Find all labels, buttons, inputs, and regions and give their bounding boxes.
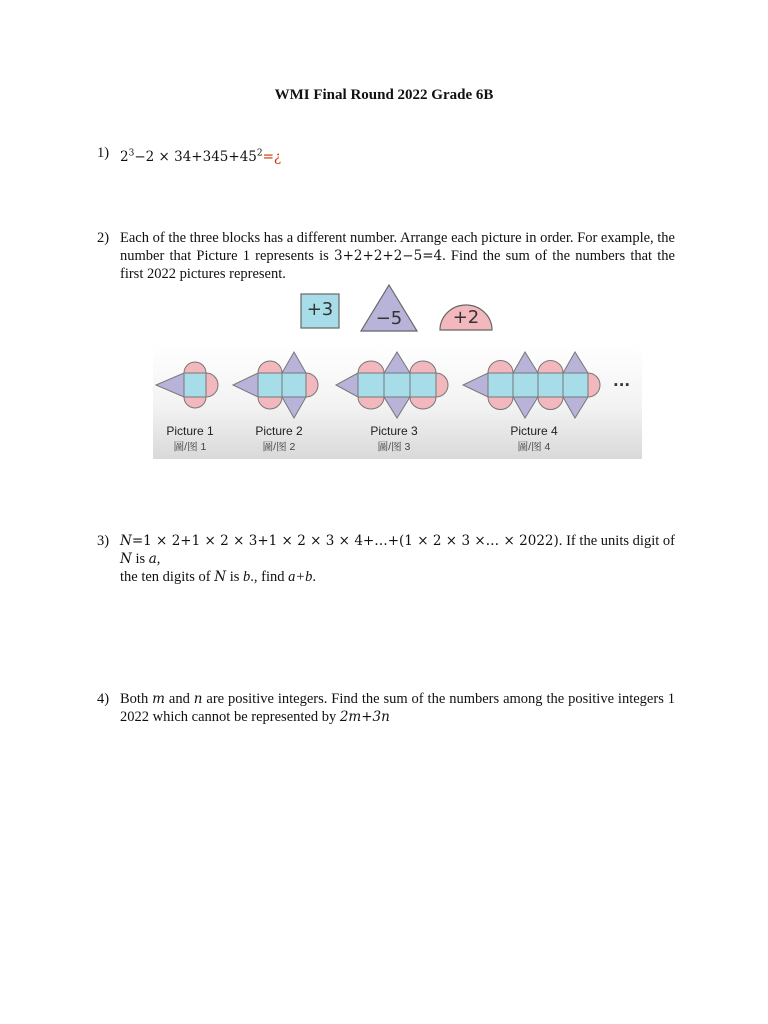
question-number: 4)	[97, 691, 110, 707]
picture-4-shape	[463, 352, 600, 418]
question-text: ,	[156, 551, 161, 567]
picture-2-caption	[234, 424, 324, 454]
question-2	[97, 229, 675, 283]
question-text: . If the units digit of	[558, 533, 675, 549]
picture-sublabel: 圖/图 2	[262, 441, 296, 453]
question-text: Each of the three blocks has a different number. Arrange each picture in order. For example, the number that Picture 1 represents is	[120, 230, 675, 264]
question-body	[120, 144, 675, 166]
answer-expression: a+b	[288, 569, 313, 585]
picture-3-caption	[349, 424, 439, 454]
picture-3-shape	[336, 352, 448, 418]
triangle-block	[360, 284, 418, 332]
picture-1-shape	[156, 362, 218, 408]
picture-sublabel: 圖/图 4	[517, 441, 551, 453]
picture-sublabel: 圖/图 1	[173, 441, 207, 453]
expression	[120, 149, 281, 165]
variable-m: m	[152, 691, 165, 707]
variable-n: n	[193, 691, 203, 707]
block-legend	[0, 284, 768, 334]
semicircle-block	[439, 304, 493, 331]
question-text: is	[131, 551, 149, 567]
question-number: 1)	[97, 145, 110, 161]
expr-middle: −2 × 34+345+45	[134, 148, 257, 165]
variable-b: b	[242, 569, 251, 585]
expr-end: =¿	[262, 148, 282, 165]
question-text: and	[164, 691, 194, 707]
page-title: WMI Final Round 2022 Grade 6B	[274, 87, 494, 103]
question-body	[120, 690, 675, 726]
expr-exponent: 2	[256, 148, 263, 158]
question-body	[120, 229, 675, 283]
question-text: . Find the sum of the numbers that the first 2022 pictures represent.	[120, 248, 675, 282]
question-text: Both	[120, 691, 153, 707]
question-1	[97, 144, 675, 166]
question-text: .	[312, 569, 317, 585]
square-block	[300, 293, 340, 329]
ellipsis: ···	[613, 376, 631, 394]
representation-expression: 2m+3n	[339, 709, 390, 725]
question-body	[120, 532, 675, 586]
triangle-label: −5	[375, 308, 403, 329]
variable-N: N	[120, 551, 132, 567]
question-text: is	[226, 569, 243, 585]
variable-a: a	[148, 551, 157, 567]
example-expression: 3+2+2+2−5=4	[334, 248, 443, 264]
square-label: +3	[306, 299, 334, 320]
variable-N: N	[214, 569, 227, 585]
expr-exponent: 3	[128, 148, 135, 158]
picture-label: Picture 4	[510, 424, 558, 438]
picture-label: Picture 1	[166, 424, 214, 438]
question-text: are positive integers. Find the sum of the numbers among the positive integers 1 2022 which cannot be represented by	[120, 691, 676, 725]
question-number: 3)	[97, 533, 110, 549]
semicircle-label: +2	[452, 307, 480, 328]
definition-expression: =1 × 2+1 × 2 × 3+1 × 2 × 3 × 4+…+(1 × 2 × 3 ×… × 2022)	[131, 533, 559, 549]
picture-1-caption	[145, 424, 235, 454]
question-text: ., find	[250, 569, 289, 585]
picture-label: Picture 2	[255, 424, 303, 438]
picture-4-caption	[489, 424, 579, 454]
question-text: the ten digits of	[120, 569, 215, 585]
picture-2-shape	[233, 352, 318, 418]
question-4	[97, 690, 675, 726]
expr-base: 2	[120, 148, 129, 165]
picture-label: Picture 3	[370, 424, 418, 438]
variable-N: N	[120, 533, 132, 549]
question-3	[97, 532, 675, 586]
question-number: 2)	[97, 230, 110, 246]
picture-sublabel: 圖/图 3	[377, 441, 411, 453]
